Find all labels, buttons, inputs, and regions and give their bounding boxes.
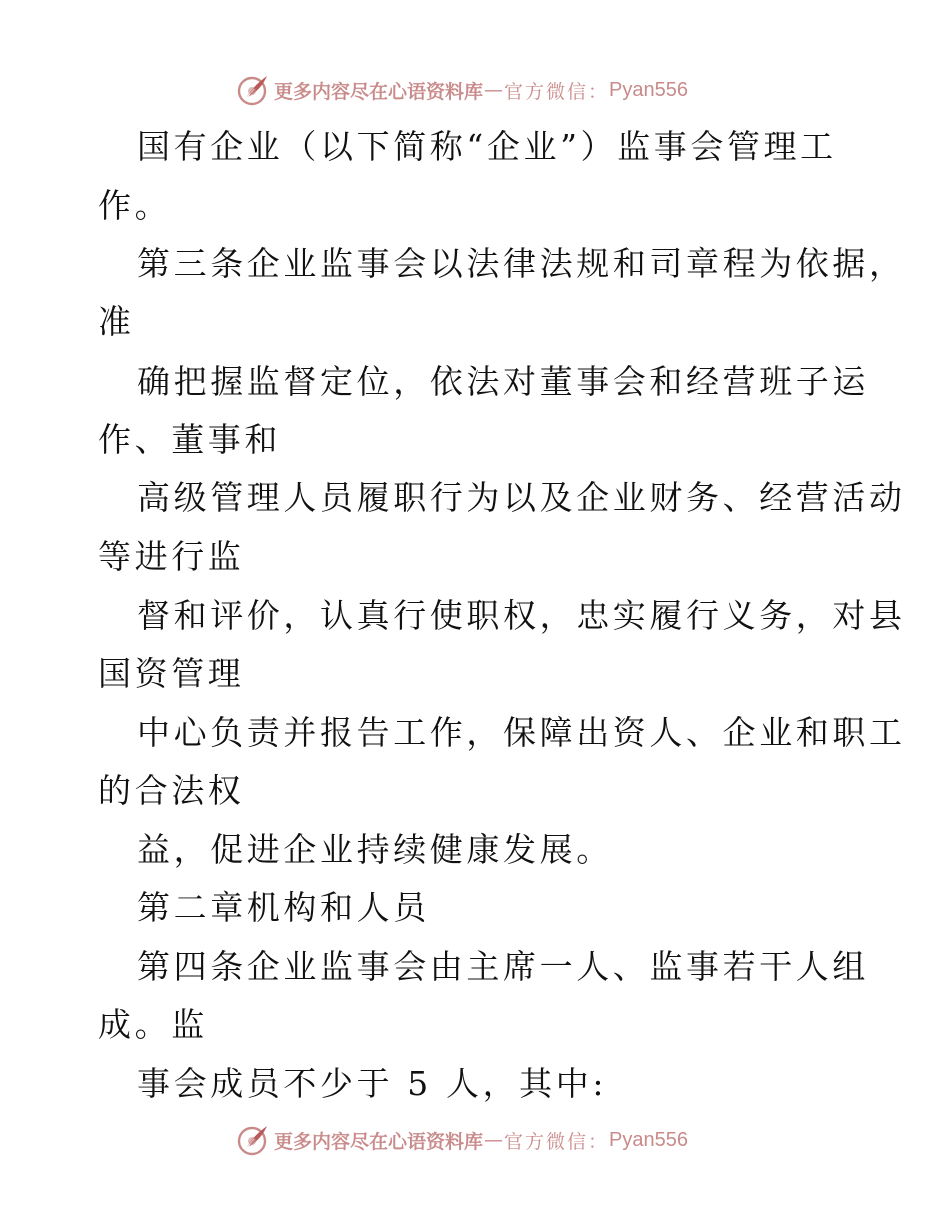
quill-logo-icon	[236, 73, 270, 107]
text-line: 国有企业（以下简称“企业”）监事会管理工	[137, 127, 837, 166]
watermark-label: 官方微信：	[504, 80, 610, 103]
chapter-heading: 第二章机构和人员	[137, 888, 430, 927]
text-line: 确把握监督定位，依法对董事会和经营班子运	[137, 362, 869, 401]
watermark-handle: Pyan556	[609, 1128, 688, 1151]
text-line: 成。监	[98, 1005, 208, 1044]
text-line: 作、董事和	[98, 420, 281, 459]
text-line: 国资管理	[98, 654, 245, 693]
watermark-footer	[236, 1122, 688, 1158]
watermark-header	[236, 72, 688, 108]
watermark-label: 官方微信：	[504, 1130, 610, 1153]
text-line: 等进行监	[98, 537, 245, 576]
watermark-brand-text: 更多内容尽在心语资料库	[274, 1130, 484, 1153]
text-line: 第三条企业监事会以法律法规和司章程为依据，	[137, 244, 906, 283]
text-line: 第四条企业监事会由主席一人、监事若干人组	[137, 947, 869, 986]
quill-logo-icon	[236, 1123, 270, 1157]
watermark-separator: —	[484, 79, 504, 101]
text-line: 作。	[98, 186, 172, 225]
text-line: 准	[98, 302, 135, 341]
text-line: 事会成员不少于 5 人，其中:	[137, 1064, 608, 1103]
text-line: 益，促进企业持续健康发展。	[137, 830, 613, 869]
watermark-separator: —	[484, 1129, 504, 1151]
watermark-brand-text: 更多内容尽在心语资料库	[274, 80, 484, 103]
text-line: 的合法权	[98, 771, 245, 810]
text-line: 中心负责并报告工作，保障出资人、企业和职工	[137, 713, 906, 752]
text-line: 高级管理人员履职行为以及企业财务、经营活动	[137, 478, 906, 517]
text-line: 督和评价，认真行使职权，忠实履行义务，对县	[137, 596, 906, 635]
watermark-handle: Pyan556	[609, 78, 688, 101]
